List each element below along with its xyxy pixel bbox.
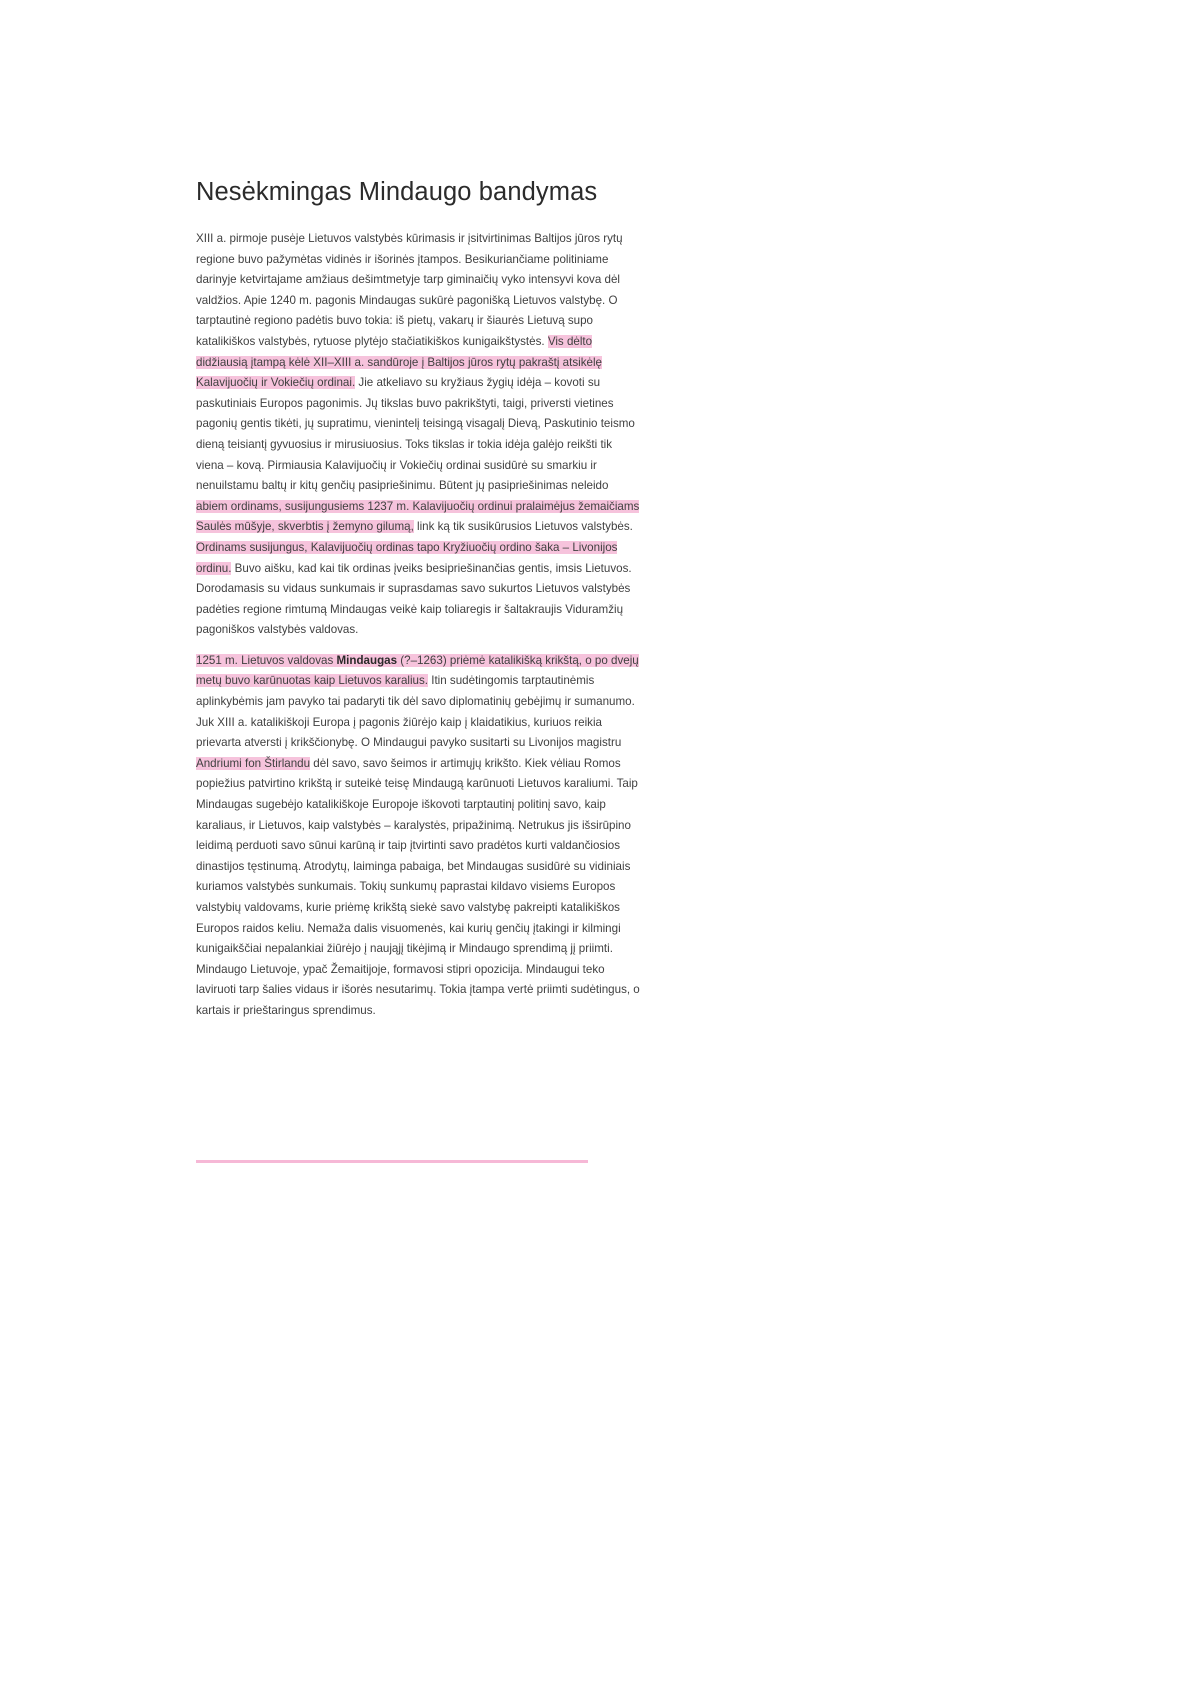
- page-title: Nesėkmingas Mindaugo bandymas: [196, 178, 598, 206]
- text-run: Buvo aišku, kad kai tik ordinas įveiks besipriešinančias gentis, imsis Lietuvos. Dorodamasis su vidaus sunkumais ir suprasdamas savo sukurtos Lietuvos valstybės padėties regione rimtumą Mindaugas veikė kaip toliaregis ir šaltakraujis Viduramžių pagoniškos valstybės valdovas.: [196, 561, 632, 637]
- paragraph-2: [196, 651, 642, 1022]
- text-run: Itin sudėtingomis tarptautinėmis aplinkybėmis jam pavyko tai padaryti tik dėl savo diplomatinių gebėjimų ir sumanumo. Juk XIII a. katalikiškoji Europa į pagonis žiūrėjo kaip į klaidatikius, kuriuos reikia prievarta atversti į krikščionybę. O Mindaugui pavyko susitarti su Livonijos magistru: [196, 674, 635, 750]
- text-run: XIII a. pirmoje pusėje Lietuvos valstybės kūrimasis ir įsitvirtinimas Baltijos jūros rytų regione buvo pažymėtas vidinės ir išorinės įtampos. Besikuriančiame politiniame darinyje ketvirtajame amžiaus dešimtmetyje tarp giminaičių vyko intensyvi kova dėl valdžios. Apie 1240 m. pagonis Mindaugas sukūrė pagonišką Lietuvos valstybę. O tarptautinė regiono padėtis buvo tokia: iš pietų, vakarų ir šiaurės Lietuvą supo katalikiškos valstybės, rytuose plytėjo stačiatikiškos kunigaikštystės.: [196, 232, 623, 348]
- text-run: dėl savo, savo šeimos ir artimųjų krikšto. Kiek vėliau Romos popiežius patvirtino krikštą ir suteikė teisę Mindaugą karūnuoti Lietuvos karaliumi. Taip Mindaugas sugebėjo katalikiškoje Europoje iškovoti tarptautinį politinį savo, kaip karaliaus, ir Lietuvos, kaip valstybės – karalystės, pripažinimą. Netrukus jis išsirūpino leidimą perduoti savo sūnui karūną ir taip įtvirtinti savo pradėtos kurti valdančiosios dinastijos tęstinumą. Atrodytų, laiminga pabaiga, bet Mindaugas susidūrė su vidiniais kuriamos valstybės sunkumais. Tokių sunkumų paprastai kildavo visiems Europos valstybių valdovams, kurie priėmę krikštą siekė savo valstybę pakreipti katalikiškos Europos raidos keliu. Nemaža dalis visuomenės, kai kurių genčių įtakingi ir kilmingi kunigaikščiai nepalankiai žiūrėjo į naująjį tikėjimą ir Mindaugo sprendimą jį priimti. Mindaugo Lietuvoje, ypač Žemaitijoje, formavosi stipri opozicija. Mindaugui teko laviruoti tarp šalies vidaus ir išorės nesutarimų. Tokia įtampa vertė priimti sudėtingus, o kartais ir prieštaringus sprendimus.: [196, 756, 640, 1017]
- text-run: link ką tik susikūrusios Lietuvos valstybės.: [413, 520, 633, 534]
- document-page: [196, 178, 642, 1022]
- highlighted-text: 1251 m. Lietuvos valdovas: [196, 653, 337, 667]
- highlighted-text: (?–1263) priėmė katalikišką krikštą, o po dvejų metų buvo karūnuotas kaip Lietuvos karalius.: [196, 653, 639, 688]
- highlight-rule-divider: [196, 1160, 588, 1163]
- highlighted-text: abiem ordinams, susijungusiems 1237 m. Kalavijuočių ordinui pralaimėjus žemaičiams Saulės mūšyje, skverbtis į žemyno gilumą,: [196, 499, 640, 534]
- highlighted-bold-name: Mindaugas: [336, 653, 398, 667]
- highlighted-text: Andriumi fon Štirlandu: [196, 756, 311, 770]
- highlighted-text: Ordinams susijungus, Kalavijuočių ordinas tapo Kryžiuočių ordino šaka – Livonijos ordinu.: [196, 540, 618, 575]
- paragraph-1: [196, 229, 642, 641]
- text-run: Jie atkeliavo su kryžiaus žygių idėja – kovoti su paskutiniais Europos pagonimis. Jų tikslas buvo pakrikštyti, taigi, priversti vietines pagonių gentis tikėti, jų supratimu, vienintelį teisingą visagalį Dievą, Paskutinio teismo dieną teisiantį gyvuosius ir mirusiuosius. Toks tikslas ir tokia idėja galėjo reikšti tik viena – kovą. Pirmiausia Kalavijuočių ir Vokiečių ordinai susidūrė su smarkiu ir nenuilstamu baltų ir kitų genčių pasipriešinimu. Būtent jų pasipriešinimas neleido: [196, 376, 635, 493]
- highlighted-text: Vis dėlto didžiausią įtampą kėlė XII–XIII a. sandūroje į Baltijos jūros rytų pakraštį atsikėlę Kalavijuočių ir Vokiečių ordinai.: [196, 334, 602, 390]
